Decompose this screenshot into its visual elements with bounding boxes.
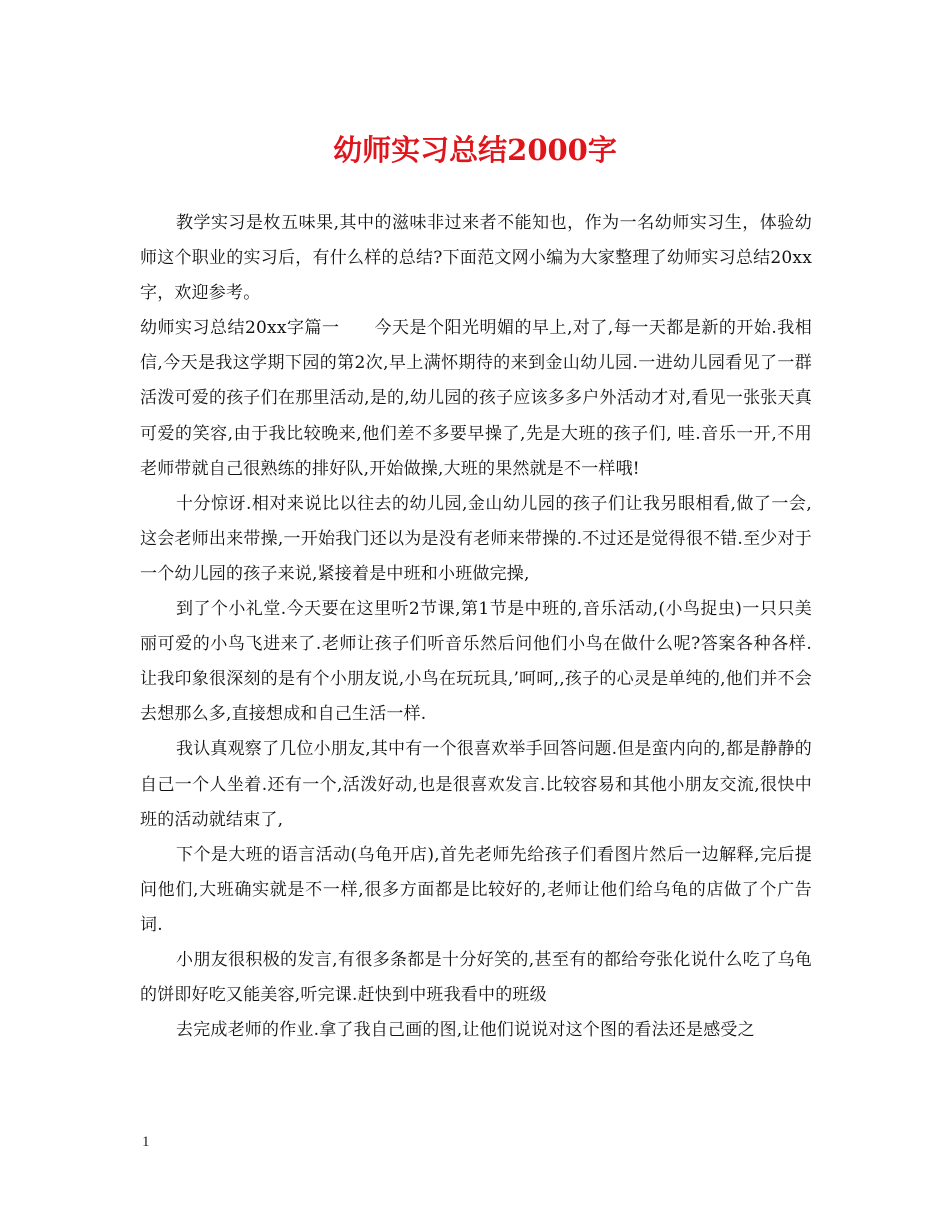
page-number: 1 [142, 1134, 150, 1150]
paragraph: 十分惊讶.相对来说比以往去的幼儿园,金山幼儿园的孩子们让我另眼相看,做了一会,这会老师出来带操,一开始我门还以为是没有老师来带操的.不过还是觉得很不错.至少对于一个幼儿园的孩子来说,紧接着是中班和小班做完操, [140, 493, 812, 584]
paragraph: 我认真观察了几位小朋友,其中有一个很喜欢举手回答问题.但是蛮内向的,都是静静的自己一个人坐着.还有一个,活泼好动,也是很喜欢发言.比较容易和其他小朋友交流,很快中班的活动就结束了, [140, 739, 813, 830]
document-body [140, 206, 812, 1048]
paragraph: 下个是大班的语言活动(乌龟开店),首先老师先给孩子们看图片然后一边解释,完后提问他们,大班确实就是不一样,很多方面都是比较好的,老师让他们给乌龟的店做了个广告词. [140, 844, 812, 935]
paragraph: 到了个小礼堂.今天要在这里听2节课,第1节是中班的,音乐活动,(小鸟捉虫)一只只美丽可爱的小鸟飞进来了.老师让孩子们听音乐然后问他们小鸟在做什么呢?答案各种各样.让我印象很深刻的是有个小朋友说,小鸟在玩玩具,’呵呵,,孩子的心灵是单纯的,他们并不会去想那么多,直接想成和自己生活一样. [140, 599, 812, 725]
paragraph-part-one: 幼师实习总结20xx字篇一 今天是个阳光明媚的早上,对了,每一天都是新的开始.我相信,今天是我这学期下园的第2次,早上满怀期待的来到金山幼儿园.一进幼儿园看见了一群活泼可爱的孩子们在那里活动,是的,幼儿园的孩子应该多多户外活动才对,看见一张张天真可爱的笑容,由于我比较晚来,他们差不多要早操了,先是大班的孩子们, 哇.音乐一开,不用老师带就自己很熟练的排好队,开始做操,大班的果然就是不一样哦! [140, 318, 812, 479]
paragraph: 小朋友很积极的发言,有很多条都是十分好笑的,甚至有的都给夸张化说什么吃了乌龟的饼即好吃又能美容,听完课.赶快到中班我看中的班级 [140, 949, 812, 1006]
paragraph-intro: 教学实习是枚五味果,其中的滋味非过来者不能知也，作为一名幼师实习生，体验幼师这个职业的实习后，有什么样的总结?下面范文网小编为大家整理了幼师实习总结20xx字，欢迎参考。 [140, 213, 812, 304]
document-title: 幼师实习总结2000字 [333, 133, 617, 167]
paragraph: 去完成老师的作业.拿了我自己画的图,让他们说说对这个图的看法还是感受之 [176, 1020, 755, 1041]
